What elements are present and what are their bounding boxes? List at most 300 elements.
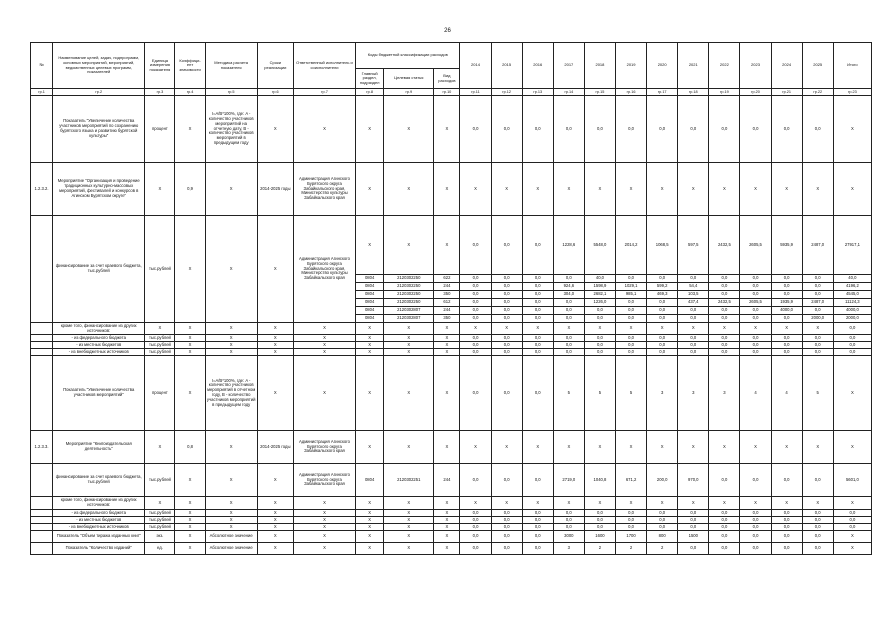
header-coef: Коэффици-ент значимости <box>175 43 205 89</box>
value-cell: 0,0 <box>491 307 522 315</box>
value-cell: 0,0 <box>740 283 771 291</box>
column-number: гр.2 <box>53 89 145 96</box>
value-cell: 0,0 <box>491 531 522 543</box>
value-cell: X <box>522 323 553 335</box>
row-num-cell <box>31 543 53 555</box>
value-cell: 0,0 <box>491 349 522 356</box>
value-cell: 2487,0 <box>802 216 833 275</box>
value-cell: 1600 <box>584 531 615 543</box>
value-cell: 0,0 <box>491 356 522 431</box>
unit-cell: X <box>145 323 175 335</box>
cs-cell: 2120302250 <box>384 299 434 307</box>
column-number: гр.7 <box>293 89 355 96</box>
total-cell: X <box>833 431 871 464</box>
unit-cell: тыс.рублей <box>145 342 175 349</box>
gr-cell: X <box>356 349 384 356</box>
value-cell: 0,0 <box>740 510 771 517</box>
period-cell: X <box>257 524 293 531</box>
other-sources-row <box>31 497 872 510</box>
value-cell: 0,0 <box>709 510 740 517</box>
unit-cell: тыс.рублей <box>145 216 175 323</box>
value-cell: 0,0 <box>802 283 833 291</box>
value-cell: 1228,6 <box>553 216 584 275</box>
value-cell: 0,0 <box>647 275 678 283</box>
value-cell: 0,0 <box>709 342 740 349</box>
value-cell: X <box>616 497 647 510</box>
responsible-cell: X <box>293 323 355 335</box>
gr-cell: X <box>356 342 384 349</box>
value-cell: X <box>802 323 833 335</box>
unit-cell: тыс.рублей <box>145 464 175 497</box>
column-number: гр.1 <box>31 89 53 96</box>
table-header <box>31 43 872 96</box>
coef-cell: X <box>175 335 205 342</box>
value-cell: 0,0 <box>584 307 615 315</box>
value-cell: X <box>709 497 740 510</box>
value-cell: 0,0 <box>771 543 802 555</box>
value-cell: 0,0 <box>709 524 740 531</box>
value-cell: X <box>522 431 553 464</box>
indicator-participants-row <box>31 96 872 163</box>
row-num-cell <box>31 96 53 163</box>
total-cell: 4545,0 <box>833 291 871 299</box>
vr-cell: 350 <box>434 315 460 323</box>
row-num-cell <box>31 216 53 323</box>
value-cell: X <box>678 163 709 216</box>
value-cell: 0,0 <box>709 96 740 163</box>
total-cell: X <box>833 543 871 555</box>
value-cell: 0,0 <box>647 524 678 531</box>
value-cell: 0,0 <box>740 275 771 283</box>
cs-cell: 2120302807 <box>384 315 434 323</box>
vr-cell: 244 <box>434 307 460 315</box>
value-cell: 0,0 <box>771 291 802 299</box>
value-cell: 54,4 <box>678 283 709 291</box>
value-cell: 0,0 <box>647 349 678 356</box>
value-cell: 599,2 <box>647 283 678 291</box>
value-cell: 0,0 <box>709 283 740 291</box>
cs-cell: 2120302251 <box>384 464 434 497</box>
row-num-cell <box>31 517 53 524</box>
value-cell: X <box>802 431 833 464</box>
column-number: гр.17 <box>647 89 678 96</box>
responsible-cell: X <box>293 497 355 510</box>
method-cell: X <box>205 342 257 349</box>
value-cell: 3 <box>553 543 584 555</box>
method-cell: X <box>205 349 257 356</box>
value-cell: X <box>616 163 647 216</box>
vr-cell: 612 <box>434 299 460 307</box>
gr-cell: 0804 <box>356 464 384 497</box>
value-cell: 0,0 <box>460 342 491 349</box>
value-cell: 0,0 <box>553 349 584 356</box>
value-cell: 0,0 <box>522 299 553 307</box>
value-cell: 4 <box>771 356 802 431</box>
total-cell: 0,0 <box>833 342 871 349</box>
value-cell: 0,0 <box>522 356 553 431</box>
value-cell: 0,0 <box>616 315 647 323</box>
unit-cell: экз. <box>145 531 175 543</box>
gr-cell: 0804 <box>356 275 384 283</box>
cs-cell: X <box>384 431 434 464</box>
column-number-row <box>31 89 872 96</box>
value-cell: 0,0 <box>771 349 802 356</box>
value-cell: 0,0 <box>678 524 709 531</box>
header-period: Сроки реализации <box>257 43 293 89</box>
financing-regional-row <box>31 464 872 497</box>
value-cell: 0,0 <box>522 335 553 342</box>
value-cell: 0,0 <box>491 543 522 555</box>
value-cell: 0,0 <box>460 315 491 323</box>
event-festivals-row <box>31 163 872 216</box>
column-number: гр.6 <box>257 89 293 96</box>
cs-cell: X <box>384 216 434 275</box>
value-cell: X <box>740 431 771 464</box>
period-cell: X <box>257 323 293 335</box>
gr-cell: X <box>356 497 384 510</box>
value-cell: 0,0 <box>740 291 771 299</box>
value-cell: X <box>771 431 802 464</box>
value-cell: X <box>553 163 584 216</box>
value-cell: 0,0 <box>647 315 678 323</box>
source-offbudget-row <box>31 349 872 356</box>
value-cell: 2605,5 <box>740 216 771 275</box>
other-sources-row <box>31 323 872 335</box>
value-cell: 5548,0 <box>584 216 615 275</box>
value-cell: 0,0 <box>678 349 709 356</box>
value-cell: 0,0 <box>553 510 584 517</box>
value-cell: 0,0 <box>709 315 740 323</box>
value-cell: 0,0 <box>522 283 553 291</box>
cs-cell: 2120302250 <box>384 275 434 283</box>
value-cell: 469,3 <box>647 291 678 299</box>
value-cell: 304,0 <box>553 291 584 299</box>
vr-cell: X <box>434 510 460 517</box>
financing-name: финансирование за счет краевого бюджета, тыс.рублей <box>53 216 145 323</box>
method-cell: X <box>205 163 257 216</box>
value-cell: 0,0 <box>491 275 522 283</box>
value-cell: 0,0 <box>460 96 491 163</box>
total-cell: 2000,0 <box>833 315 871 323</box>
value-cell: 2014,2 <box>616 216 647 275</box>
header-year: 2014 <box>460 43 491 89</box>
unit-cell: тыс.рублей <box>145 335 175 342</box>
header-year: 2018 <box>584 43 615 89</box>
value-cell: 0,0 <box>460 275 491 283</box>
financing-regional-row <box>31 216 872 275</box>
value-cell: X <box>460 497 491 510</box>
value-cell: 0,0 <box>802 464 833 497</box>
column-number: гр.13 <box>522 89 553 96</box>
value-cell: 1598,9 <box>584 283 615 291</box>
value-cell: 970,0 <box>678 464 709 497</box>
event-name: Мероприятие "Организация и проведение традиционных культурно-массовых мероприятий, фестивалей и конкурсов в Агинском Бурятском округе" <box>53 163 145 216</box>
header-year: 2023 <box>740 43 771 89</box>
other-sources-name: кроме того, финансирование из других источников: <box>53 323 145 335</box>
value-cell: 0,0 <box>802 96 833 163</box>
cs-cell: 2120302250 <box>384 291 434 299</box>
value-cell: 0,0 <box>460 283 491 291</box>
cs-cell: X <box>384 531 434 543</box>
value-cell: 437,4 <box>678 299 709 307</box>
header-year: 2025 <box>802 43 833 89</box>
value-cell: 0,0 <box>460 464 491 497</box>
column-number: гр.10 <box>434 89 460 96</box>
total-cell: X <box>833 356 871 431</box>
value-cell: 0,0 <box>460 216 491 275</box>
method-cell: I=A/B*100%, где: A - количество участников мероприятий на отчетную дату, B - количество участников мероприятий в предыдущем году <box>205 96 257 163</box>
value-cell: X <box>460 431 491 464</box>
method-cell: Абсолютное значение <box>205 543 257 555</box>
unit-cell: X <box>145 163 175 216</box>
responsible-cell: X <box>293 524 355 531</box>
unit-cell: тыс.рублей <box>145 510 175 517</box>
value-cell: 0,0 <box>491 283 522 291</box>
total-cell: 5601,0 <box>833 464 871 497</box>
cs-cell: X <box>384 497 434 510</box>
period-cell: X <box>257 349 293 356</box>
column-number: гр.23 <box>833 89 871 96</box>
value-cell: 3 <box>678 356 709 431</box>
value-cell: 0,0 <box>522 96 553 163</box>
header-year: 2022 <box>709 43 740 89</box>
total-cell: X <box>833 531 871 543</box>
value-cell: 0,0 <box>491 291 522 299</box>
period-cell: 2014-2025 годы <box>257 163 293 216</box>
value-cell: 2 <box>616 543 647 555</box>
value-cell: 0,0 <box>740 349 771 356</box>
value-cell: 0,0 <box>802 524 833 531</box>
value-cell: X <box>460 323 491 335</box>
header-year: 2020 <box>647 43 678 89</box>
value-cell: 0,0 <box>584 335 615 342</box>
period-cell: X <box>257 464 293 497</box>
vr-cell: 622 <box>434 275 460 283</box>
gr-cell: X <box>356 431 384 464</box>
value-cell: 0,0 <box>460 531 491 543</box>
vr-cell: X <box>434 335 460 342</box>
value-cell: X <box>647 323 678 335</box>
value-cell: 0,0 <box>616 349 647 356</box>
value-cell: X <box>709 163 740 216</box>
value-cell: X <box>647 431 678 464</box>
value-cell: 0,0 <box>522 216 553 275</box>
header-year: 2019 <box>616 43 647 89</box>
value-cell: 0,0 <box>771 464 802 497</box>
coef-cell: X <box>175 543 205 555</box>
value-cell: 0,0 <box>802 349 833 356</box>
value-cell: 0,0 <box>616 517 647 524</box>
value-cell: 1935,9 <box>771 299 802 307</box>
header-year: 2016 <box>522 43 553 89</box>
method-cell: X <box>205 524 257 531</box>
coef-cell: X <box>175 323 205 335</box>
value-cell: 0,0 <box>522 510 553 517</box>
responsible-cell: Администрация Агинского Бурятского округа Забайкальского края <box>293 431 355 464</box>
unit-cell: X <box>145 431 175 464</box>
value-cell: 0,0 <box>647 96 678 163</box>
value-cell: 0,0 <box>460 291 491 299</box>
total-cell: 0,0 <box>833 323 871 335</box>
value-cell: 0,0 <box>709 531 740 543</box>
value-cell: 5 <box>553 356 584 431</box>
row-num-cell <box>31 356 53 431</box>
value-cell: 103,5 <box>678 291 709 299</box>
value-cell: X <box>584 497 615 510</box>
value-cell: 0,0 <box>678 517 709 524</box>
value-cell: 2432,5 <box>709 216 740 275</box>
value-cell: 0,0 <box>460 356 491 431</box>
value-cell: 3 <box>709 356 740 431</box>
column-number: гр.8 <box>356 89 384 96</box>
header-unit: Единица измерения показателя <box>145 43 175 89</box>
method-cell: X <box>205 335 257 342</box>
value-cell: 0,0 <box>771 335 802 342</box>
header-method: Методика расчета показателя <box>205 43 257 89</box>
value-cell: X <box>771 497 802 510</box>
header-name: Наименование целей, задач, подпрограмм, основных мероприятий, мероприятий, ведомственных целевых программ, показателей <box>53 43 145 89</box>
value-cell: 0,0 <box>522 349 553 356</box>
value-cell: 0,0 <box>553 299 584 307</box>
value-cell: X <box>522 163 553 216</box>
responsible-cell: X <box>293 543 355 555</box>
value-cell: 0,0 <box>647 307 678 315</box>
value-cell: 0,0 <box>584 96 615 163</box>
event-name: Мероприятие "Книгоиздательская деятельность" <box>53 431 145 464</box>
period-cell: X <box>257 335 293 342</box>
row-num-cell <box>31 531 53 543</box>
value-cell: 0,0 <box>709 517 740 524</box>
total-cell: 4196,2 <box>833 283 871 291</box>
value-cell: 0,0 <box>771 531 802 543</box>
indicator-name: Показатель "Увеличение количества участников мероприятий" <box>53 356 145 431</box>
value-cell: 0,0 <box>460 517 491 524</box>
unit-cell: ед. <box>145 543 175 555</box>
value-cell: 3000 <box>553 531 584 543</box>
value-cell: 2432,5 <box>709 299 740 307</box>
value-cell: 0,0 <box>616 275 647 283</box>
coef-cell: X <box>175 531 205 543</box>
source-name: - из местных бюджетов <box>53 517 145 524</box>
value-cell: 1226,0 <box>584 299 615 307</box>
total-cell: 4000,0 <box>833 307 871 315</box>
value-cell: 0,0 <box>771 275 802 283</box>
value-cell: 0,0 <box>584 315 615 323</box>
value-cell: 0,0 <box>709 349 740 356</box>
event-publishing-row <box>31 431 872 464</box>
value-cell: 0,0 <box>678 315 709 323</box>
value-cell: 0,0 <box>616 96 647 163</box>
value-cell: 0,0 <box>553 524 584 531</box>
value-cell: 0,0 <box>584 524 615 531</box>
value-cell: 800 <box>647 531 678 543</box>
total-cell: 0,0 <box>833 335 871 342</box>
value-cell: X <box>709 431 740 464</box>
vr-cell: X <box>434 323 460 335</box>
coef-cell: X <box>175 216 205 323</box>
value-cell: 0,0 <box>740 543 771 555</box>
value-cell: 0,0 <box>584 342 615 349</box>
value-cell: 5 <box>802 356 833 431</box>
vr-cell: X <box>434 531 460 543</box>
value-cell: 0,0 <box>802 307 833 315</box>
value-cell: 0,0 <box>771 315 802 323</box>
vr-cell: X <box>434 517 460 524</box>
source-offbudget-row <box>31 524 872 531</box>
vr-cell: X <box>434 96 460 163</box>
value-cell: 0,0 <box>740 464 771 497</box>
value-cell: 0,0 <box>771 517 802 524</box>
cs-cell: X <box>384 517 434 524</box>
value-cell: 1500 <box>678 531 709 543</box>
value-cell: 924,6 <box>553 283 584 291</box>
value-cell: 0,0 <box>460 510 491 517</box>
indicator-name: Показатель "Объем тиража изданных книг" <box>53 531 145 543</box>
value-cell: 2 <box>584 543 615 555</box>
value-cell: 0,0 <box>491 524 522 531</box>
gr-cell: 0804 <box>356 291 384 299</box>
value-cell: 0,0 <box>553 315 584 323</box>
value-cell: X <box>647 163 678 216</box>
value-cell: 0,0 <box>678 275 709 283</box>
value-cell: 0,0 <box>740 524 771 531</box>
value-cell: X <box>678 323 709 335</box>
value-cell: 2000,0 <box>802 315 833 323</box>
value-cell: X <box>553 431 584 464</box>
gr-cell: X <box>356 543 384 555</box>
value-cell: 597,5 <box>678 216 709 275</box>
header-year: 2024 <box>771 43 802 89</box>
total-cell: 0,0 <box>833 510 871 517</box>
value-cell: 1029,1 <box>616 283 647 291</box>
value-cell: 5 <box>616 356 647 431</box>
value-cell: 0,0 <box>553 517 584 524</box>
column-number: гр.15 <box>584 89 615 96</box>
gr-cell: 0804 <box>356 315 384 323</box>
value-cell: 0,0 <box>553 342 584 349</box>
source-name: - из местных бюджетов <box>53 342 145 349</box>
value-cell: 5 <box>584 356 615 431</box>
value-cell: 0,0 <box>740 335 771 342</box>
cs-cell: 2120302807 <box>384 307 434 315</box>
value-cell: 2 <box>647 543 678 555</box>
coef-cell: X <box>175 510 205 517</box>
value-cell: X <box>740 323 771 335</box>
source-federal-row <box>31 335 872 342</box>
page-number: 26 <box>444 28 451 34</box>
value-cell: X <box>553 497 584 510</box>
responsible-cell: Администрация Агинского Бурятского округа Забайкальского края <box>293 464 355 497</box>
value-cell: 2719,0 <box>553 464 584 497</box>
indicator-name: Показатель "Увеличение количества участников мероприятий по сохранению бурятского языка и развитию бурятской культуры" <box>53 96 145 163</box>
value-cell: 0,0 <box>678 543 709 555</box>
value-cell: X <box>740 163 771 216</box>
value-cell: 0,0 <box>647 335 678 342</box>
source-name: - из внебюджетных источников <box>53 524 145 531</box>
value-cell: X <box>491 431 522 464</box>
header-responsible: Ответственный исполнитель и соисполнители <box>293 43 355 89</box>
row-num-cell <box>31 323 53 335</box>
value-cell: 0,0 <box>522 342 553 349</box>
gr-cell: X <box>356 216 384 275</box>
column-number: гр.12 <box>491 89 522 96</box>
value-cell: 985,1 <box>616 291 647 299</box>
value-cell: 0,0 <box>678 510 709 517</box>
value-cell: 0,0 <box>553 335 584 342</box>
row-num-cell <box>31 524 53 531</box>
value-cell: 0,0 <box>771 524 802 531</box>
value-cell: 0,0 <box>740 517 771 524</box>
